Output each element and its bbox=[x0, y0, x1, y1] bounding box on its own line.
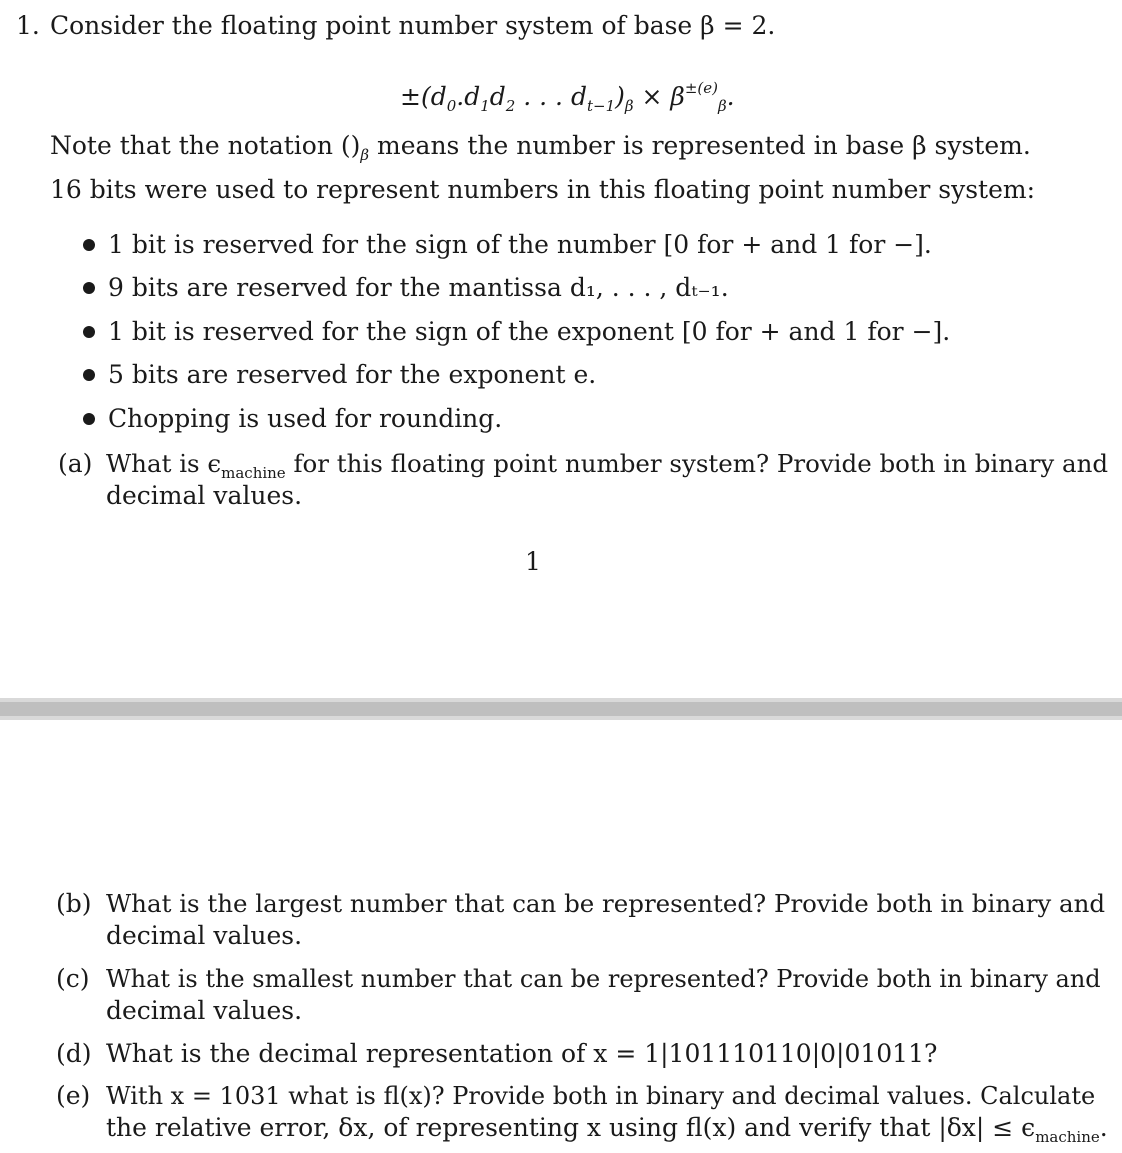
part-d-label: (d) bbox=[56, 1039, 92, 1068]
part-e-label: (e) bbox=[56, 1081, 91, 1110]
part-c-question-line2: decimal values. bbox=[106, 996, 303, 1025]
bullet-mantissa-bits: 9 bits are reserved for the mantissa d₁, . . . , dₜ₋₁. bbox=[108, 273, 729, 302]
bullet-dot bbox=[83, 326, 95, 338]
part-b-question: What is the largest number that can be represented? Provide both in binary and bbox=[106, 889, 1106, 918]
part-e-question-line2: the relative error, δx, of representing x using fl(x) and verify that $|\delta x| \le \epsilon_{machine}$. bbox=[106, 1113, 1108, 1146]
part-d-question: What is the decimal representation of x = 1|101110110|0|01011? bbox=[106, 1039, 938, 1068]
part-b-label: (b) bbox=[56, 889, 92, 918]
bullet-dot bbox=[83, 239, 95, 251]
part-b-question-line2: decimal values. bbox=[106, 921, 303, 950]
bullet-exponent-bits: 5 bits are reserved for the exponent e. bbox=[108, 360, 597, 389]
part-e-question: With x = 1031 what is fl(x)? Provide both in binary and decimal values. Calculate bbox=[106, 1082, 1096, 1110]
part-c-label: (c) bbox=[56, 964, 90, 993]
page-separator bbox=[0, 698, 1122, 720]
part-a-question-line2: decimal values. bbox=[106, 481, 303, 510]
bullet-chopping: Chopping is used for rounding. bbox=[108, 404, 503, 433]
representation-formula: $\pm(d_0.d_1d_2$ . . . $d_{t-1})_\beta \times \beta^{\pm(e)}_\beta$. bbox=[400, 79, 735, 115]
part-a-label: (a) bbox=[58, 449, 93, 478]
bullet-dot bbox=[83, 369, 95, 381]
bullet-exponent-sign-bit: 1 bit is reserved for the sign of the exponent [0 for + and 1 for −]. bbox=[108, 317, 951, 346]
bits-intro: 16 bits were used to represent numbers in this floating point number system: bbox=[50, 175, 1036, 204]
part-c-question: What is the smallest number that can be represented? Provide both in binary and bbox=[106, 965, 1101, 993]
bullet-dot bbox=[83, 282, 95, 294]
bullet-sign-bit: 1 bit is reserved for the sign of the number [0 for + and 1 for −]. bbox=[108, 230, 932, 259]
question-number: 1. bbox=[16, 11, 40, 40]
page-number: 1 bbox=[525, 547, 541, 576]
bullet-dot bbox=[83, 413, 95, 425]
question-intro: Consider the floating point number system of base β = 2. bbox=[50, 11, 776, 40]
part-a-question: What is $\epsilon_{machine}$ for this floating point number system? Provide both in binary and bbox=[106, 449, 1109, 482]
notation-note: Note that the notation $()_\beta$ means the number is represented in base β system. bbox=[50, 131, 1031, 164]
